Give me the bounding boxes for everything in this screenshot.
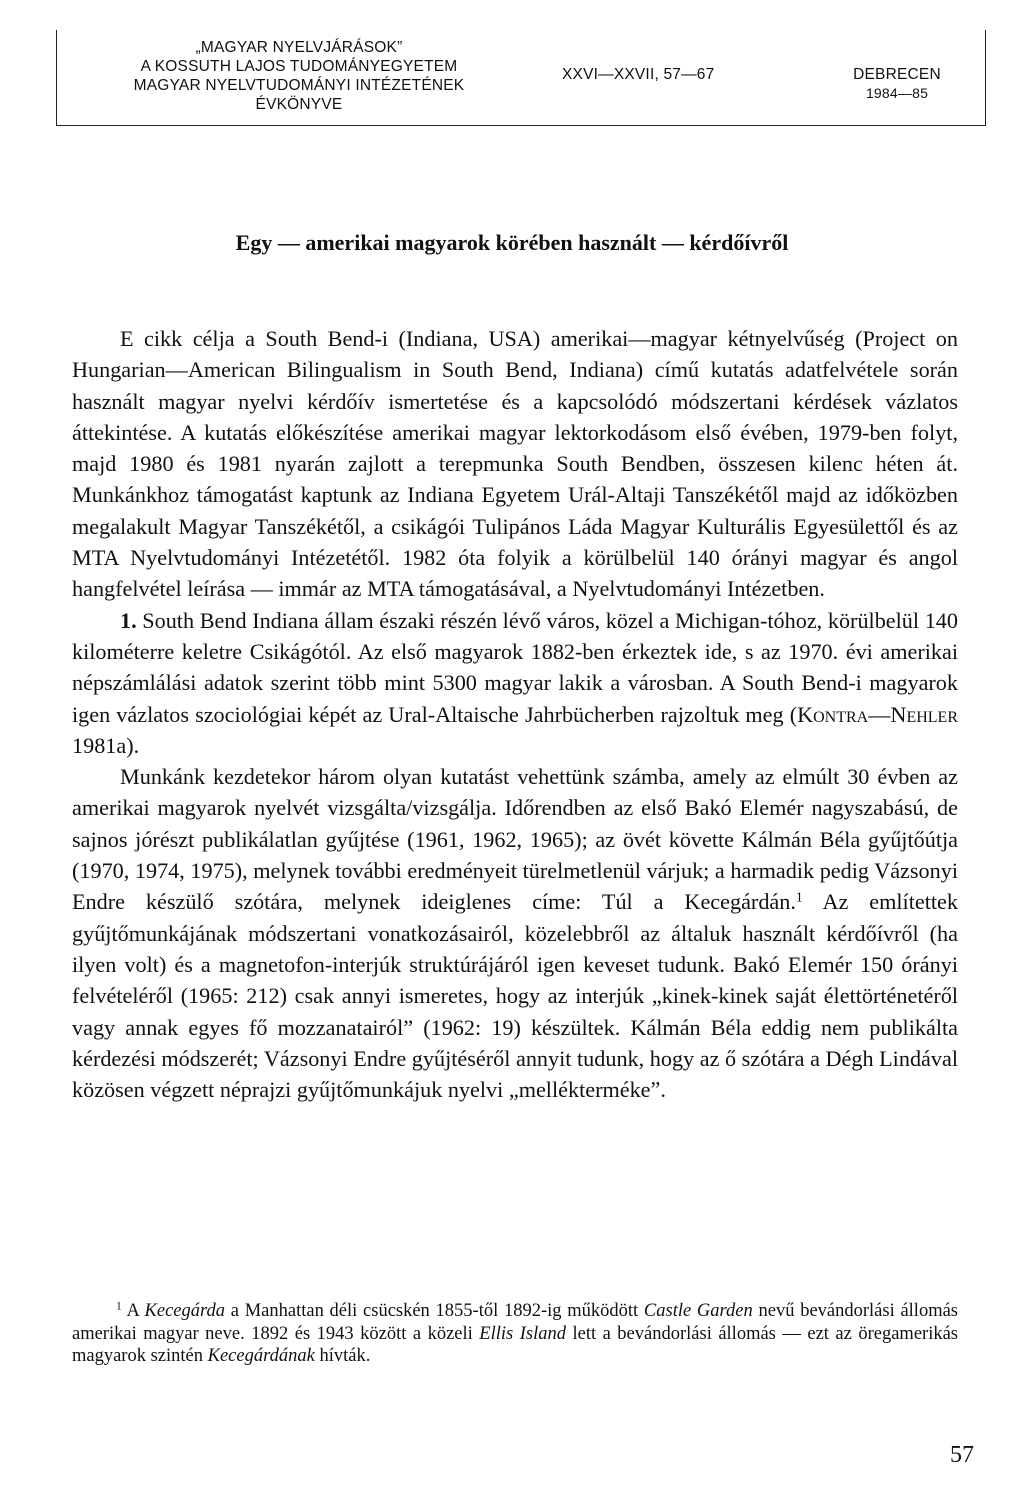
text-segment: lett a bevándorlási állomás — ezt az öregamerikás magyarok szintén [72,1323,958,1366]
text-segment: Kecegárdának [207,1346,315,1366]
article-title: Egy — amerikai magyarok körében használt — kérdőívről [235,230,789,255]
text-segment: South Bend Indiana állam északi részén lévő város, közel a Michigan-tóhoz, körülbelül 140 kilométerre keletre Csikágótól. Az első magyarok 1882-ben érkeztek ide, s az 1970. évi amerikai népszámlálási adatok szerint több mint 5300 magyar lakik a városban. A South Bend-i magyarok igen vázlatos szociológiai képét az Ural-Altaische Jahrbücherben rajzoltuk meg ( [72,607,958,727]
text-segment: A [121,1301,145,1321]
text-segment: a Manhattan déli csücskén 1855-től 1892-ig működött [225,1301,644,1321]
text-segment: Kontra [797,701,869,727]
text-segment: 1 [795,889,803,905]
journal-name-line: MAGYAR NYELVTUDOMÁNYI INTÉZETÉNEK [133,77,465,94]
place: DEBRECEN [853,66,941,83]
journal-name-line: ÉVKÖNYVE [255,96,343,113]
volume-pages: XXVI—XXVII, 57—67 [562,66,715,83]
text-segment: — [868,701,891,727]
article-body [72,323,958,1105]
paragraph [72,605,958,761]
text-segment: Kecegárda [144,1301,226,1321]
page-number: 57 [950,1442,974,1468]
text-segment: Munkánk kezdetekor három olyan kutatást vehettünk számba, amely az elmúlt 30 évben az amerikai magyarok nyelvét vizsgálta/vizsgálja. Időrendben az első Bakó Elemér nagyszabású, de sajnos jórészt publikálatlan gyűjtése (1961, 1962, 1965); az övét követte Kálmán Béla gyűjtőútja (1970, 1974, 1975), melynek további eredményeit türelmetlenül várjuk; a harmadik pedig Vázsonyi Endre készülő szótára, melynek ideiglenes címe: Túl a Kecegárdán. [72,764,958,915]
paragraph [72,761,958,1105]
text-segment: Nehler [890,701,958,727]
text-segment: hívták. [314,1346,371,1366]
text-segment: Az említettek gyűjtőmunkájának módszertani vonatkozásairól, közelebbről az általuk használt kérdőívről (ha ilyen volt) és a magnetofon-interjúk struktúrájáról igen keveset tudunk. Bakó Elemér 150 órányi felvételéről (1965: 212) csak annyi ismeretes, hogy az interjúk „kinek-kinek saját élettörténetéről vagy annak egyes fő mozzanatairól” (1962: 19) készültek. Kálmán Béla eddig nem publikálta kérdezési módszerét; Vázsonyi Endre gyűjtéséről annyit tudunk, hogy az ő szótára a Dégh Lindával közösen végzett néprajzi gyűjtőmunkájuk nyelvi „melléktermékeˮ. [72,889,958,1103]
text-segment: Ellis Island [479,1323,566,1344]
text-segment: 1 [116,1300,122,1313]
years: 1984—85 [865,85,929,101]
journal-name-line: A KOSSUTH LAJOS TUDOMÁNYEGYETEM [140,58,458,75]
text-segment: 1. [120,607,137,633]
journal-name-line: „MAGYAR NYELVJÁRÁSOK” [195,39,403,56]
text-segment: nevű bevándorlási állomás amerikai magyar neve. 1892 és 1943 között a közeli [72,1301,958,1344]
footnote [72,1300,958,1368]
place-years [827,65,967,103]
journal-header [56,30,986,126]
text-segment: E cikk célja a South Bend-i (Indiana, USA) amerikai—magyar kétnyelvűség (Project on Hungarian—American Bilingualism in South Bend, Indiana) című kutatás adatfelvétele során használt magyar nyelvi kérdőív ismertetése és a kapcsolódó módszertani kérdések vázlatos áttekintése. A kutatás előkészítése amerikai magyar lektorkodásom első évében, 1979-ben folyt, majd 1980 és 1981 nyarán zajlott a terepmunka South Bendben, összesen kilenc héten át. Munkánkhoz támogatást kaptunk az Indiana Egyetem Urál-Altaji Tanszékétől majd az időközben megalakult Magyar Tanszékétől, a csikágói Tulipános Láda Magyar Kulturális Egyesülettől és az MTA Nyelvtudományi Intézetétől. 1982 óta folyik a körülbelül 140 órányi magyar és angol hangfelvétel leírása — immár az MTA támogatásával, a Nyelvtudományi Intézetben. [72,326,958,602]
journal-name [79,38,519,114]
text-segment: 1981a). [72,732,140,758]
text-segment: Castle Garden [643,1301,753,1321]
paragraph [72,323,958,605]
